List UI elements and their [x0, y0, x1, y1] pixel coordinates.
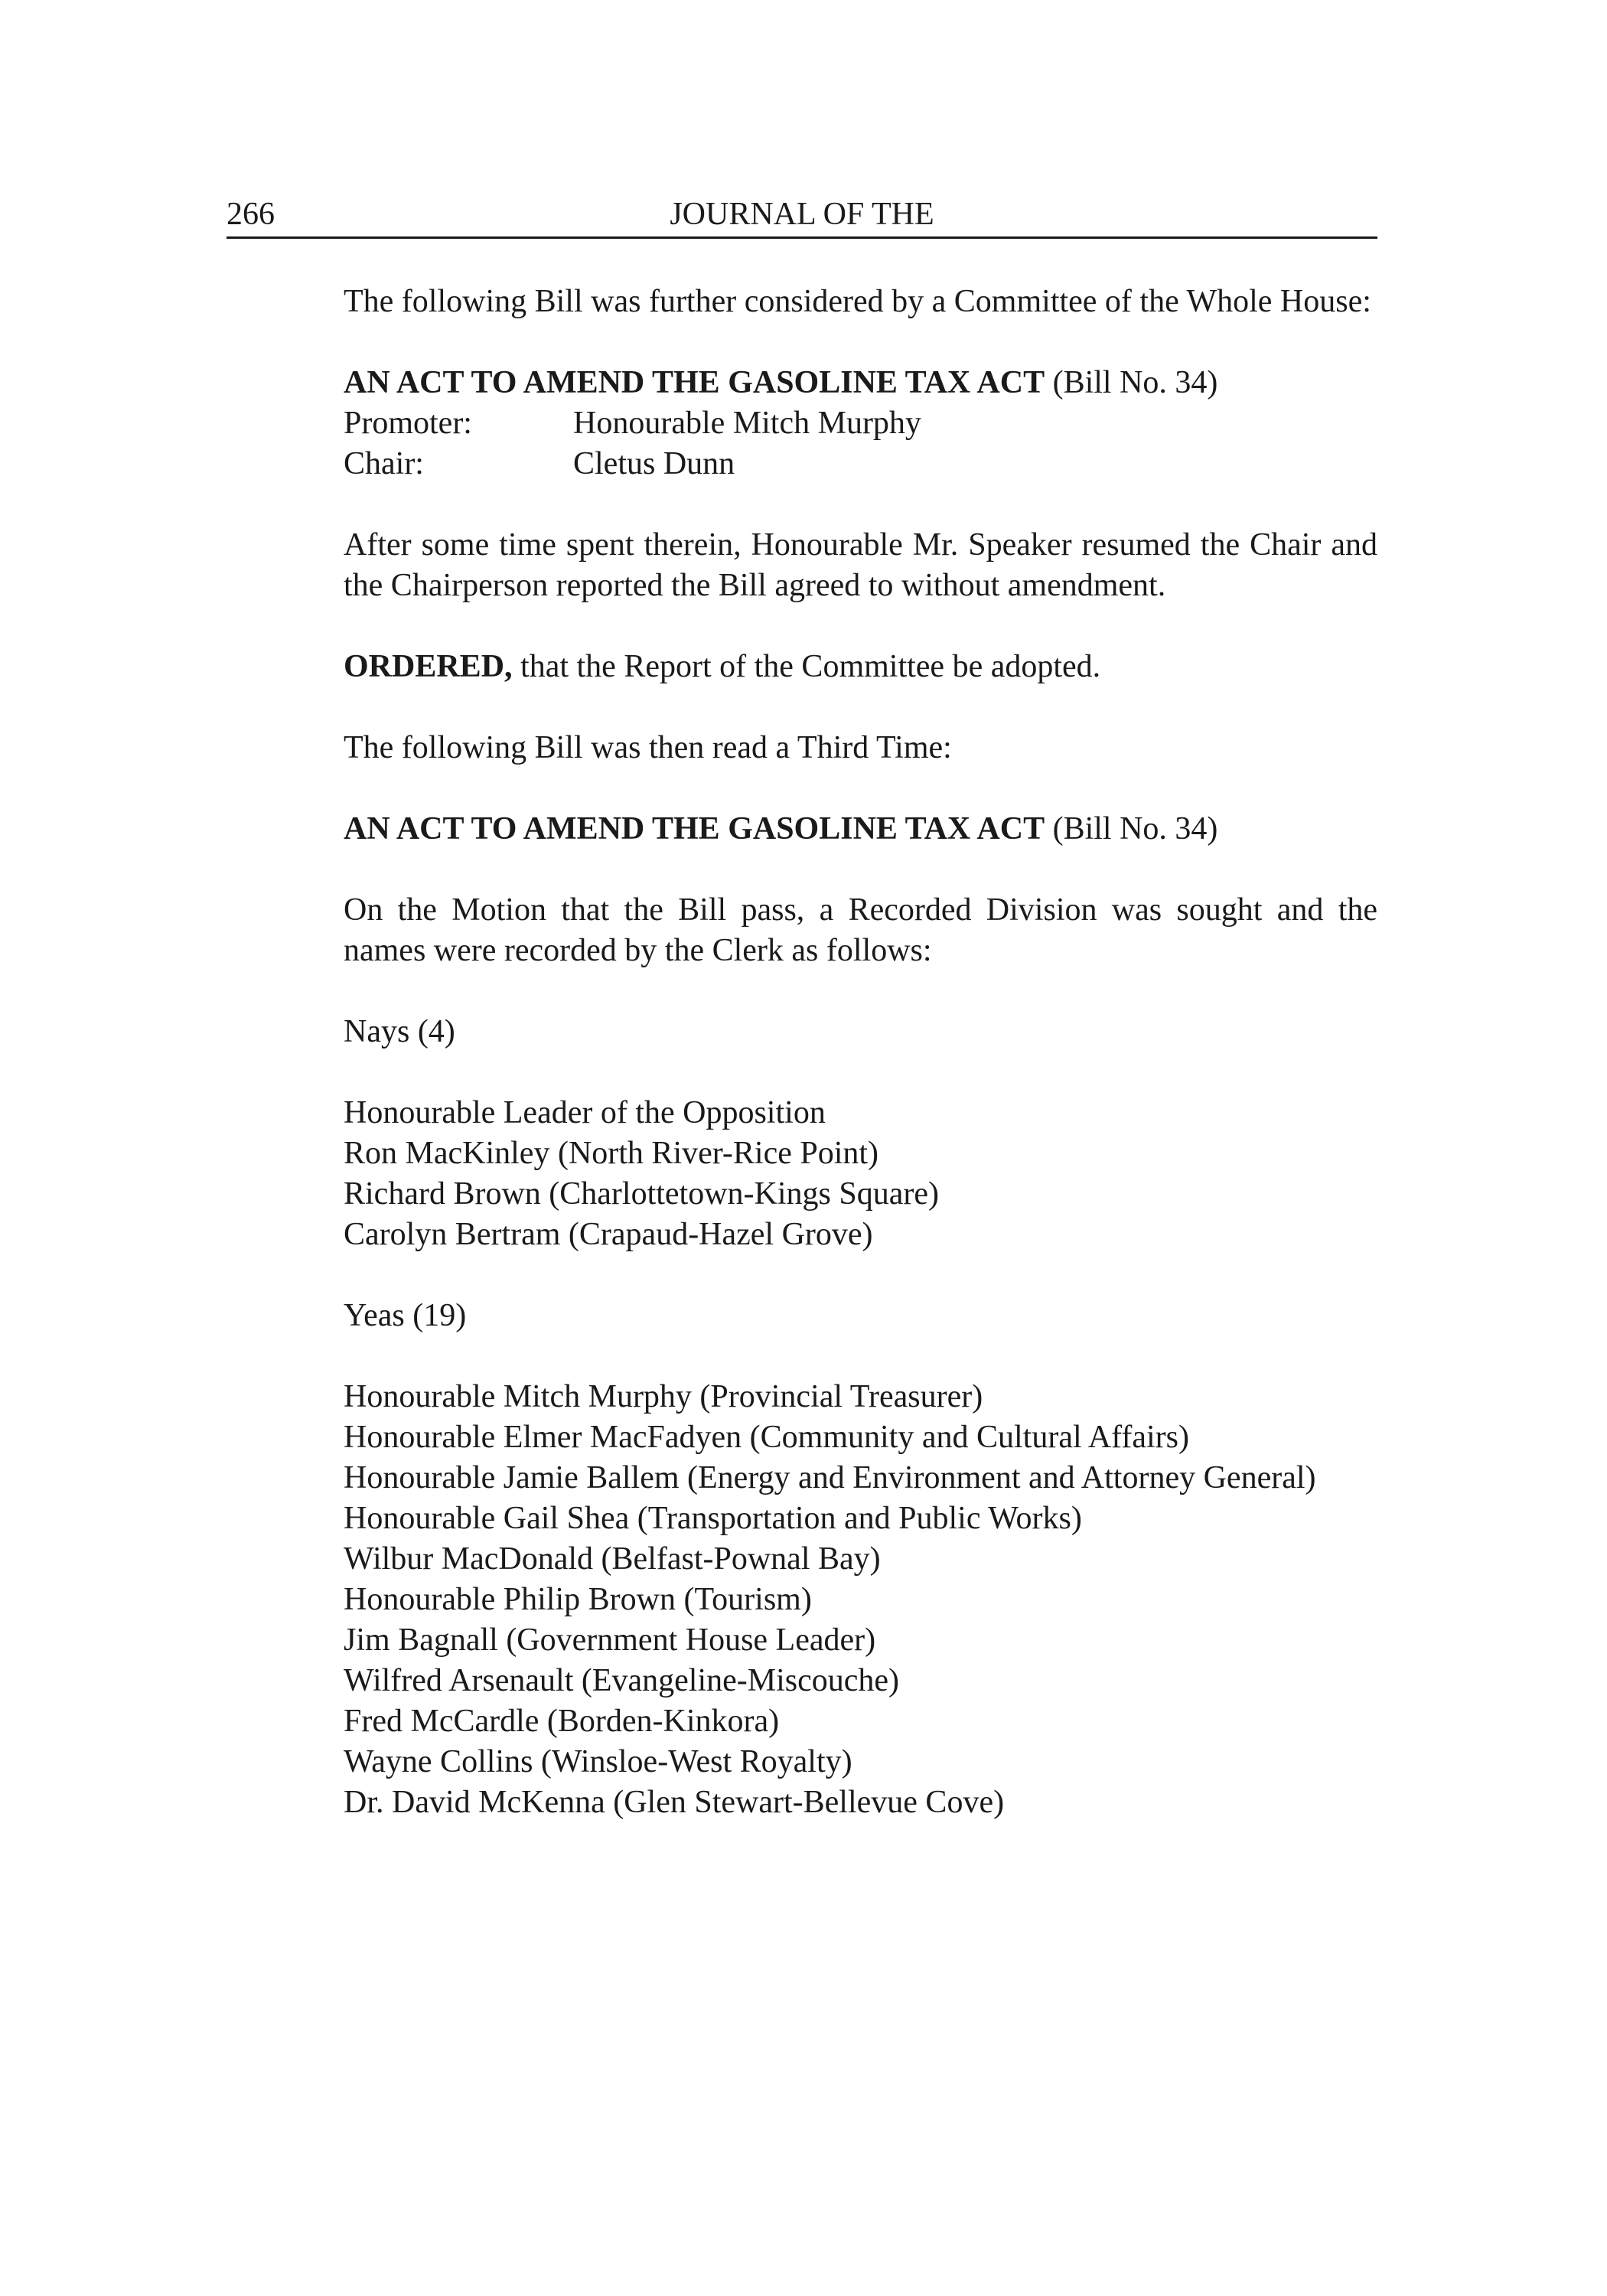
- bill-heading: [344, 363, 1377, 403]
- nays-list: [344, 1093, 1377, 1255]
- yeas-list: [344, 1377, 1377, 1823]
- chair-label: Chair:: [344, 446, 424, 481]
- list-item: Honourable Gail Shea (Transportation and Public Works): [344, 1501, 1082, 1536]
- promoter-label: Promoter:: [344, 406, 472, 441]
- list-item: Carolyn Bertram (Crapaud-Hazel Grove): [344, 1217, 873, 1252]
- ordered-paragraph: [344, 647, 1377, 687]
- page-header: [227, 193, 1377, 236]
- promoter-row: [344, 403, 1377, 444]
- list-item: Jim Bagnall (Government House Leader): [344, 1623, 876, 1658]
- intro-paragraph: The following Bill was further considered by a Committee of the Whole House:: [344, 284, 1371, 319]
- list-item: Honourable Mitch Murphy (Provincial Treasurer): [344, 1379, 983, 1414]
- ordered-text: that the Report of the Committee be adopted.: [512, 649, 1101, 684]
- bill-number: (Bill No. 34): [1052, 365, 1218, 400]
- motion-paragraph: On the Motion that the Bill pass, a Recorded Division was sought and the names were recorded by the Clerk as follows:: [344, 892, 1377, 968]
- page-number: 266: [227, 197, 275, 232]
- nays-heading: Nays (4): [344, 1014, 455, 1049]
- promoter-name: Honourable Mitch Murphy: [573, 406, 921, 441]
- yeas-heading: Yeas (19): [344, 1298, 467, 1333]
- chair-row: [344, 444, 1377, 484]
- bill-title: AN ACT TO AMEND THE GASOLINE TAX ACT: [344, 365, 1045, 400]
- list-item: Fred McCardle (Borden-Kinkora): [344, 1704, 780, 1739]
- list-item: Dr. David McKenna (Glen Stewart-Bellevue Cove): [344, 1785, 1005, 1820]
- bill-block-third-reading: [344, 809, 1377, 850]
- third-reading-paragraph: The following Bill was then read a Third Time:: [344, 730, 952, 765]
- report-paragraph: After some time spent therein, Honourable Mr. Speaker resumed the Chair and the Chairperson reported the Bill agreed to without amendment.: [344, 527, 1377, 603]
- bill-number: (Bill No. 34): [1052, 811, 1218, 846]
- list-item: Wilfred Arsenault (Evangeline-Miscouche): [344, 1663, 900, 1698]
- ordered-label: ORDERED,: [344, 649, 513, 684]
- running-title: JOURNAL OF THE: [670, 197, 934, 232]
- list-item: Honourable Jamie Ballem (Energy and Environment and Attorney General): [344, 1460, 1316, 1495]
- bill-title: AN ACT TO AMEND THE GASOLINE TAX ACT: [344, 811, 1045, 846]
- bill-block-committee: [344, 363, 1377, 484]
- chair-name: Cletus Dunn: [573, 446, 735, 481]
- header-rule: [227, 236, 1377, 239]
- list-item: Ron MacKinley (North River-Rice Point): [344, 1136, 879, 1171]
- list-item: Honourable Leader of the Opposition: [344, 1095, 826, 1130]
- list-item: Richard Brown (Charlottetown-Kings Square): [344, 1176, 940, 1212]
- list-item: Honourable Philip Brown (Tourism): [344, 1582, 812, 1617]
- list-item: Wilbur MacDonald (Belfast-Pownal Bay): [344, 1541, 881, 1577]
- list-item: Wayne Collins (Winsloe-West Royalty): [344, 1744, 852, 1779]
- journal-body: [344, 282, 1377, 1864]
- list-item: Honourable Elmer MacFadyen (Community and Cultural Affairs): [344, 1420, 1189, 1455]
